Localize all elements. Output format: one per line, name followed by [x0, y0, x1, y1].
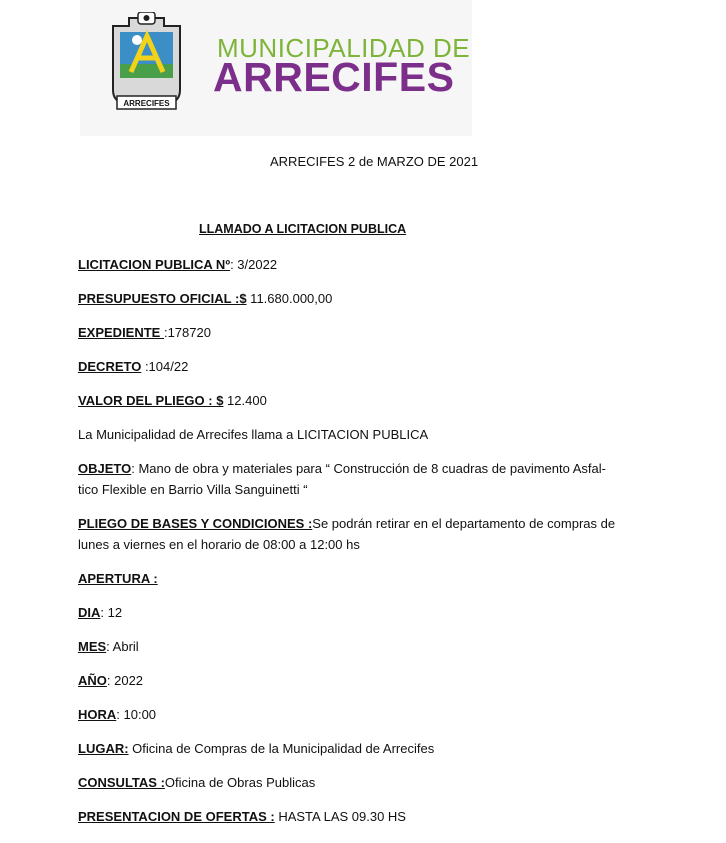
field-lugar [78, 741, 434, 756]
field-licitacion [78, 257, 277, 272]
field-label: AÑO [78, 673, 107, 688]
field-label: OBJETO [78, 461, 132, 476]
field-label: DIA [78, 605, 101, 620]
field-value: Se podrán retirar en el departamento de compras de lunes a viernes en el horario de 08:00 a 12:00 hs [78, 516, 616, 552]
field-decreto [78, 359, 188, 374]
field-value: :104/22 [141, 359, 189, 374]
field-hora [78, 707, 156, 722]
field-objeto [78, 458, 623, 500]
field-label: MES [78, 639, 107, 654]
field-valor-pliego [78, 393, 267, 408]
field-value: : 3/2022 [230, 257, 278, 272]
document-title: LLAMADO A LICITACION PUBLICA [199, 222, 407, 236]
field-value: : 2022 [106, 673, 144, 688]
field-label: PRESUPUESTO OFICIAL :$ [78, 291, 247, 306]
field-label: LUGAR: [78, 741, 129, 756]
field-presupuesto [78, 291, 332, 306]
field-label: HORA [78, 707, 117, 722]
field-expediente [78, 325, 211, 340]
document-date: ARRECIFES 2 de MARZO DE 2021 [270, 154, 479, 169]
field-label: EXPEDIENTE [78, 325, 164, 340]
field-value: : Mano de obra y materiales para “ Construcción de 8 cuadras de pavimento Asfal-tico Flexible en Barrio Villa Sanguinetti “ [78, 461, 606, 497]
svg-text:ARRECIFES: ARRECIFES [123, 99, 170, 108]
field-consultas [78, 775, 315, 790]
field-mes [78, 639, 139, 654]
field-value: : Abril [106, 639, 139, 654]
brand-title-top: MUNICIPALIDAD DE [217, 33, 471, 63]
field-pliego-bases [78, 513, 623, 555]
field-value: : 12 [100, 605, 123, 620]
field-anio [78, 673, 143, 688]
field-label: LICITACION PUBLICA Nº [78, 257, 231, 272]
field-value: :178720 [163, 325, 211, 340]
field-label: APERTURA : [78, 571, 158, 586]
field-value: Oficina de Obras Publicas [164, 775, 316, 790]
field-label: PRESENTACION DE OFERTAS : [78, 809, 275, 824]
brand-title-bottom: ARRECIFES [213, 54, 455, 100]
field-apertura [78, 571, 158, 586]
field-label: VALOR DEL PLIEGO : $ [78, 393, 224, 408]
field-value: : 10:00 [116, 707, 157, 722]
field-value: Oficina de Compras de la Municipalidad de Arrecifes [128, 741, 435, 756]
field-presentacion [78, 809, 406, 824]
field-label: PLIEGO DE BASES Y CONDICIONES : [78, 516, 313, 531]
field-value: HASTA LAS 09.30 HS [274, 809, 406, 824]
intro-text: La Municipalidad de Arrecifes llama a LICITACION PUBLICA [78, 427, 429, 442]
field-label: CONSULTAS : [78, 775, 165, 790]
municipal-crest-logo [107, 12, 186, 116]
field-value: 12.400 [223, 393, 267, 408]
field-dia [78, 605, 122, 620]
field-label: DECRETO [78, 359, 142, 374]
field-value: 11.680.000,00 [246, 291, 333, 306]
